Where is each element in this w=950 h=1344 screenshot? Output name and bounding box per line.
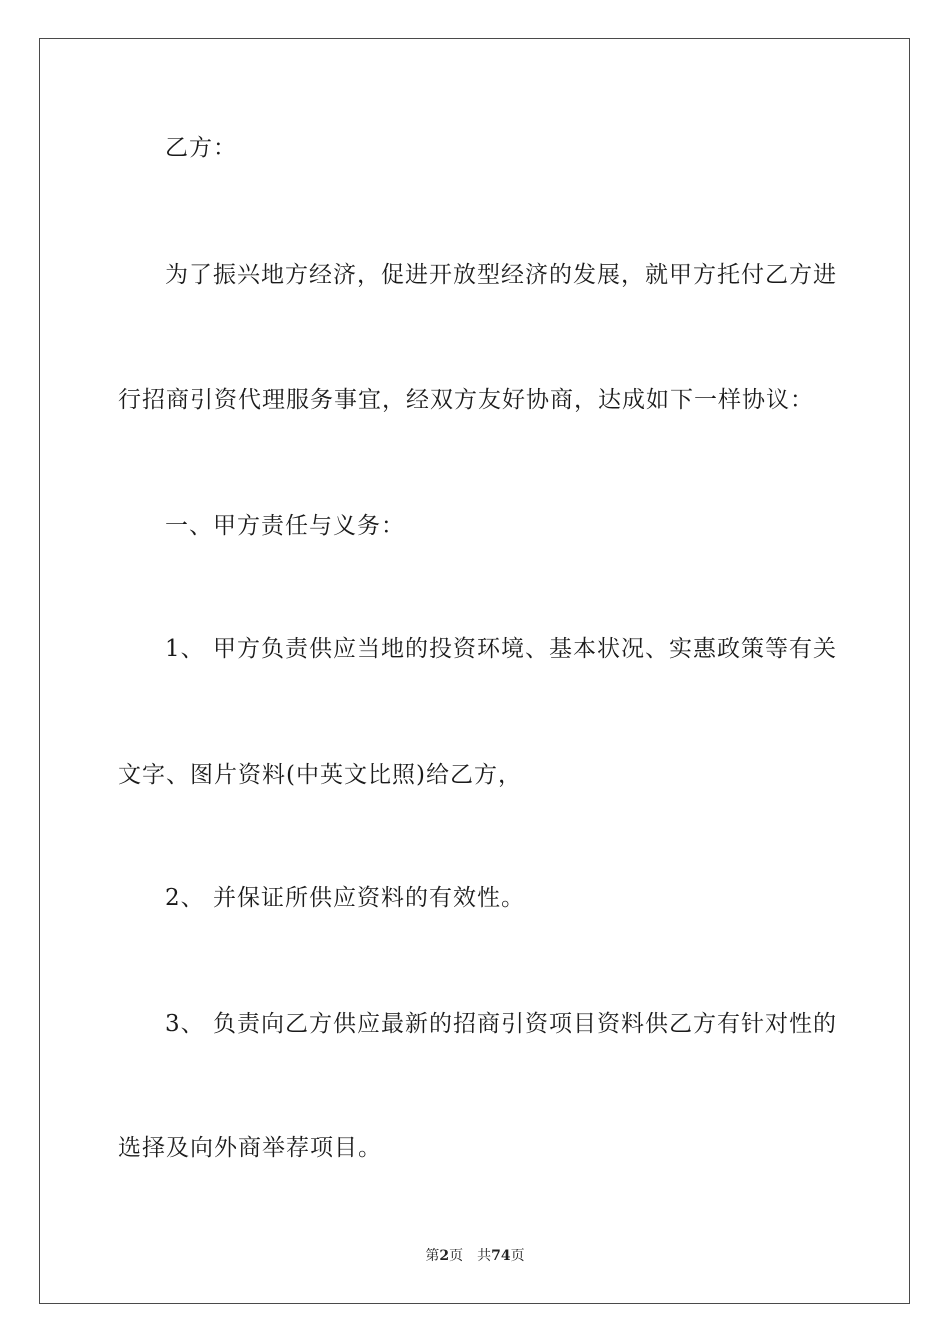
page-footer [0, 1247, 950, 1265]
page-number: 2 [439, 1248, 450, 1264]
page-prefix: 第 [425, 1248, 440, 1264]
clause-1-line-1: 1、 甲方负责供应当地的投资环境、基本状况、实惠政策等有关 [165, 636, 837, 662]
page-border [39, 38, 910, 1304]
total-pages: 74 [491, 1248, 511, 1264]
clause-2: 2、 并保证所供应资料的有效性。 [165, 885, 525, 911]
paragraph-intro-line-2: 行招商引资代理服务事宜，经双方友好协商，达成如下一样协议： [118, 387, 814, 413]
clause-1-line-2: 文字、图片资料(中英文比照)给乙方， [118, 762, 522, 788]
total-prefix: 共 [477, 1248, 492, 1264]
section-heading-party-a: 一、甲方责任与义务： [165, 513, 405, 539]
total-suffix: 页 [510, 1248, 525, 1264]
party-b-label: 乙方： [165, 135, 237, 161]
page-suffix: 页 [449, 1248, 464, 1264]
paragraph-intro-line-1: 为了振兴地方经济，促进开放型经济的发展，就甲方托付乙方进 [165, 262, 837, 288]
clause-3-line-2: 选择及向外商举荐项目。 [118, 1135, 382, 1161]
clause-3-line-1: 3、 负责向乙方供应最新的招商引资项目资料供乙方有针对性的 [165, 1011, 837, 1037]
